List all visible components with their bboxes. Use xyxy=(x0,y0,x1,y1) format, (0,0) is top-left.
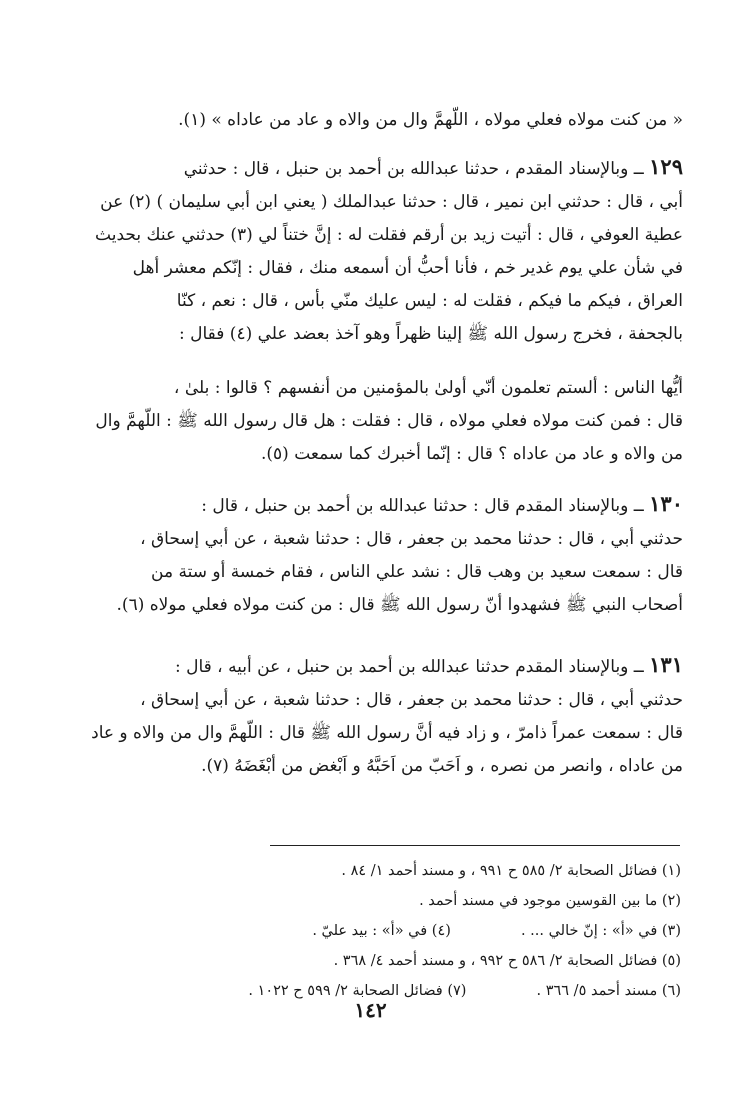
hadith-129 xyxy=(58,150,683,351)
hadith-line: عطية العوفي ، قال : أتيت زيد بن أرقم فقلت له : إنَّ ختناً لي (٣) حدثني عنك بحديث xyxy=(95,225,683,245)
hadith-line: من والاه و عاد من عاداه ؟ قال : إنّما أخبرك كما سمعت (٥). xyxy=(260,444,683,464)
hadith-line: حدثني أبي ، قال : حدثنا محمد بن جعفر ، قال : حدثنا شعبة ، عن أبي إسحاق ، xyxy=(140,690,683,710)
hadith-line: أصحاب النبي ﷺ فشهدوا أنّ رسول الله ﷺ قال : من كنت مولاه فعلي مولاه (٦). xyxy=(116,595,683,615)
hadith-130 xyxy=(58,487,683,622)
page-number: ١٤٢ xyxy=(354,998,387,1022)
intro-text: « من كنت مولاه فعلي مولاه ، اللّهمَّ وال من والاه و عاد من عاداه » (١). xyxy=(178,110,683,130)
hadith-line: ١٢٩ ــ وبالإسناد المقدم ، حدثنا عبدالله بن أحمد بن حنبل ، قال : حدثني xyxy=(183,154,683,179)
hadith-line: أيُّها الناس : ألستم تعلمون أنّي أولىٰ بالمؤمنين من أنفسهم ؟ قالوا : بلىٰ ، xyxy=(173,378,683,398)
footnote-row xyxy=(58,916,681,946)
hadith-line: من عاداه ، وانصر من نصره ، و اَحَبّ من اَحَبَّهُ و اَبْغض من أبْغَضَهُ (٧). xyxy=(201,756,683,776)
hadith-number: ١٣٠ xyxy=(649,491,683,516)
hadith-line: ١٣١ ــ وبالإسناد المقدم حدثنا عبدالله بن أحمد بن حنبل ، عن أبيه ، قال : xyxy=(174,652,683,677)
hadith-number: ١٣١ xyxy=(649,652,683,677)
hadith-line: في شأن علي يوم غدير خم ، فأنا أحبُّ أن أسمعه منك ، فقال : إنّكم معشر أهل xyxy=(132,258,683,278)
footnote-2: (٢) ما بين القوسين موجود في مسند أحمد . xyxy=(419,893,681,909)
hadith-line: قال : سمعت سعيد بن وهب قال : نشد علي الناس ، فقام خمسة أو ستة من xyxy=(151,562,683,582)
footnote-1: (١) فضائل الصحابة ٢/ ٥٨٥ ح ٩٩١ ، و مسند أحمد ١/ ٨٤ . xyxy=(341,863,681,879)
hadith-line: بالجحفة ، فخرج رسول الله ﷺ إلينا ظهراً وهو آخذ بعضد علي (٤) فقال : xyxy=(179,324,683,344)
hadith-line: ١٣٠ ــ وبالإسناد المقدم قال : حدثنا عبدالله بن أحمد بن حنبل ، قال : xyxy=(201,491,683,516)
intro-quote xyxy=(58,104,683,137)
hadith-line: حدثني أبي ، قال : حدثنا محمد بن جعفر ، قال : حدثنا شعبة ، عن أبي إسحاق ، xyxy=(140,529,683,549)
hadith-line: قال : سمعت عمراً ذامرّ ، و زاد فيه أنَّ رسول الله ﷺ قال : اللّهمَّ وال من والاه و عاد xyxy=(91,723,683,743)
hadith-131 xyxy=(58,648,683,783)
footnote-6: (٦) مسند أحمد ٥/ ٣٦٦ . xyxy=(536,983,681,999)
footnote-5: (٥) فضائل الصحابة ٢/ ٥٨٦ ح ٩٩٢ ، و مسند أحمد ٤/ ٣٦٨ . xyxy=(333,953,681,969)
hadith-129-continued xyxy=(58,372,683,471)
footnote-7: (٧) فضائل الصحابة ٢/ ٥٩٩ ح ١٠٢٢ . xyxy=(248,983,467,999)
footnotes xyxy=(58,856,681,1006)
hadith-number: ١٢٩ xyxy=(649,154,683,179)
hadith-line: قال : فمن كنت مولاه فعلي مولاه ، قال : فقلت : هل قال رسول الله ﷺ : اللّهمَّ وال xyxy=(95,411,683,431)
footnote-3: (٣) في «أ» : إنّ خالي ... . xyxy=(520,923,681,939)
footnote-divider xyxy=(270,845,680,846)
footnote-4: (٤) في «أ» : بيد عليّ . xyxy=(312,923,451,939)
hadith-line: العراق ، فيكم ما فيكم ، فقلت له : ليس عليك منّي بأس ، قال : نعم ، كنّا xyxy=(176,291,683,311)
hadith-line: أبي ، قال : حدثني ابن نمير ، قال : حدثنا عبدالملك ( يعني ابن أبي سليمان ) (٢) عن xyxy=(100,192,683,212)
